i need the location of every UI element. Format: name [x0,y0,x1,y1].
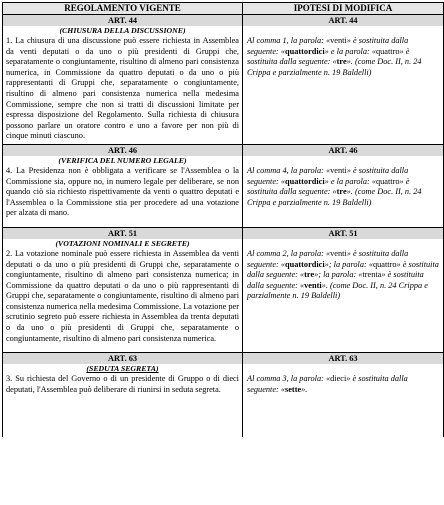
article-subtitle: (VOTAZIONI NOMINALI E SEGRETE) [3,239,243,248]
article-body-row [3,165,443,221]
current-text: 4. La Presidenza non è obbligata a verificare se l'Assemblea o la Commissione sia, oppure no, in numero legale per deliberare, se non quando ciò sia richiesto rispettivamente da venti o quattro deputati e l'Assemblea o la Commissione stia per procedere ad una votazione per alzata di mano. [3,165,243,221]
proposed-text-fragment: quattordici [285,176,325,186]
article-body-row [3,248,443,346]
proposed-text-fragment: venti [330,36,347,45]
proposed-text-fragment: dieci [330,374,347,384]
proposed-text-fragment: Al comma 1, la parola: « [247,36,331,45]
article-51 [3,228,443,353]
regulation-comparison-table [2,2,444,437]
proposed-text-fragment: venti [304,280,322,290]
row-spacer [3,346,443,352]
article-number-row [3,15,443,26]
proposed-text-fragment: tre [336,57,347,67]
article-63 [3,353,443,437]
proposed-text-fragment: quattordici [285,259,325,269]
current-text: 3. Su richiesta del Governo o di un presidente di Gruppo o di dieci deputati, l'Assemblea può deliberare di riunirsi in seduta segreta. [3,373,243,397]
row-spacer [3,397,443,437]
proposed-text-fragment: » è sostituita dalla seguente: « [247,374,408,394]
header-proposed-changes: IPOTESI DI MODIFICA [293,3,393,13]
article-number-right: ART. 46 [243,145,443,156]
proposed-text-fragment: Al comma 4, la parola: « [247,165,331,175]
proposed-text-fragment: » è sostituita dalla seguente: « [247,176,410,197]
proposed-text-fragment: ». [301,384,308,394]
proposed-text-fragment: tre [336,187,347,197]
article-body-row [3,373,443,397]
proposed-text-fragment: ». (come Doc. II, n. 24 Crippa e parzialmente n. 19 Baldelli) [247,187,422,207]
proposed-text-fragment: » è sostituita dalla seguente: « [247,46,410,67]
article-body-row [3,35,443,144]
article-number-left: ART. 51 [3,228,243,239]
proposed-text-fragment: venti [330,165,347,175]
article-number-left: ART. 63 [3,353,243,364]
proposed-text-fragment: » è sostituita dalla seguente: « [247,270,424,290]
proposed-text-fragment: »; la parola: « [314,270,363,280]
article-subtitle: (CHIUSURA DELLA DISCUSSIONE) [3,26,243,35]
proposed-text-fragment: ». (come Doc. II, n. 24 Crippa e parzialmente n. 19 Baldelli) [247,280,428,301]
proposed-text-fragment: » è sostituita dalla seguente: « [247,36,409,56]
table-header [3,2,443,15]
article-number-left: ART. 44 [3,15,243,26]
proposed-text-fragment: quattordici [285,46,325,56]
article-number-row [3,145,443,156]
proposed-text-fragment: trenta [362,270,382,280]
row-spacer [3,221,443,227]
proposed-text-fragment: » è sostituita dalla seguente: « [247,165,409,186]
proposed-text-fragment: » è sostituita dalla seguente: « [247,259,439,280]
proposed-text [243,248,443,346]
proposed-text-fragment: quattro [373,259,397,269]
proposed-text [243,35,443,144]
current-text: 1. La chiusura di una discussione può essere richiesta in Assemblea da venti deputati o da uno o più presidenti di Gruppi che, separatamente o congiuntamente, risultino di almeno pari consistenza numerica, in Commissione da quattro deputati o da uno o più rappresentanti di Gruppi che, separatamente o congiuntamente, risultino di almeno pari consistenza numerica nella medesima Commissione, sempre che non si tratti di discussioni limitate per espressa disposizione del Regolamento. Sulla richiesta di chiusura possono parlare un oratore contro e uno a favore per non più di cinque minuti ciascuno. [3,35,243,144]
article-number-right: ART. 44 [243,15,443,26]
proposed-text-fragment: sette [285,384,302,394]
proposed-text-fragment: quattro [376,176,400,186]
proposed-text-fragment: » e la parola: « [324,46,376,56]
proposed-text-fragment: » è sostituita dalla seguente: « [247,248,409,269]
article-number-right: ART. 63 [243,353,443,364]
article-44 [3,15,443,145]
proposed-text-fragment: quattro [376,46,400,56]
proposed-text-fragment: Al comma 2, la parola: « [247,248,331,258]
article-number-row [3,228,443,239]
proposed-text [243,373,443,397]
proposed-text-fragment: tre [304,270,315,280]
proposed-text-fragment: ». (come Doc. II, n. 24 Crippa e parzialmente n. 19 Baldelli) [247,57,422,77]
proposed-text [243,165,443,221]
article-number-right: ART. 51 [243,228,443,239]
proposed-text-fragment: » e la parola: « [324,176,376,186]
article-number-left: ART. 46 [3,145,243,156]
proposed-text-fragment: »; la parola: « [324,259,373,269]
article-number-row [3,353,443,364]
proposed-text-fragment: Al comma 3, la parola: « [247,374,331,384]
proposed-text-fragment: venti [330,248,347,258]
article-46 [3,145,443,228]
header-current-regulation: REGOLAMENTO VIGENTE [3,3,243,14]
article-subtitle: (VERIFICA DEL NUMERO LEGALE) [3,156,243,165]
article-subtitle: (SEDUTA SEGRETA) [3,364,243,373]
current-text: 2. La votazione nominale può essere richiesta in Assemblea da venti deputati o da uno o più presidenti di Gruppi che, separatamente o congiuntamente, risultino di almeno pari consistenza numerica; in Commissione da quattro deputati o da uno o più rappresentanti di Gruppi che, separatamente o congiuntamente, risultino di almeno pari consistenza numerica nella medesima Commissione. La votazione per scrutinio segreto può essere richiesta in Assemblea da trenta deputati o da uno o più presidenti di Gruppi che, separatamente o congiuntamente, risultino di almeno pari consistenza numerica. [3,248,243,346]
